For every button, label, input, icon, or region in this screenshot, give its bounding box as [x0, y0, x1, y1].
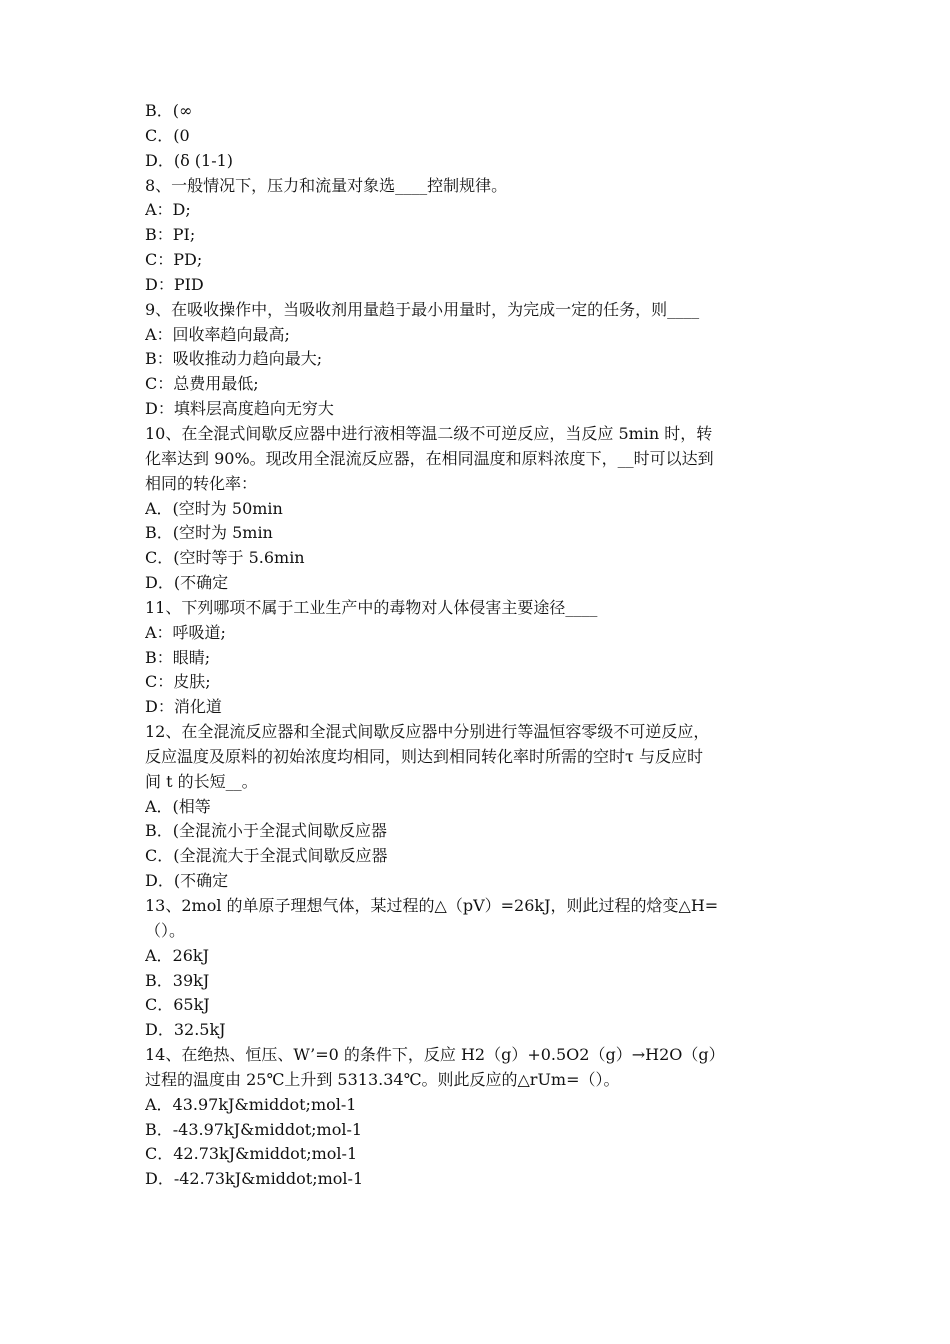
text-line: B．39kJ — [145, 970, 210, 990]
text-line: 化率达到 90%。现改用全混流反应器，在相同温度和原料浓度下，__时可以达到 — [145, 448, 714, 468]
text-line: A：呼吸道; — [145, 622, 226, 642]
question-text: 12、在全混流反应器和全混式间歇反应器中分别进行等温恒容零级不可逆反应， — [145, 722, 710, 742]
text-line: C．(全混流大于全混式间歇反应器 — [145, 846, 388, 866]
text-line: 过程的温度由 25℃上升到 5313.34℃。则此反应的△rUm=（）。 — [145, 1069, 620, 1089]
text-line: C．65kJ — [145, 995, 210, 1015]
text-line: （）。 — [145, 920, 186, 940]
text-line: D．(δ (1-1) — [145, 150, 234, 170]
text-line: A．26kJ — [145, 945, 210, 965]
text-line: C：皮肤; — [145, 672, 211, 692]
question-text: 13、2mol 的单原子理想气体，某过程的△（pV）=26kJ，则此过程的焓变△H= — [145, 896, 719, 915]
question-text: 8、一般情况下，压力和流量对象选____控制规律。 — [145, 175, 508, 195]
text-line: A．(相等 — [145, 796, 211, 816]
text-line: C．(0 — [145, 125, 190, 145]
text-line: D．(不确定 — [145, 871, 229, 891]
text-line: A．43.97kJ&middot;mol-1 — [145, 1094, 357, 1114]
text-line: D：PID — [145, 274, 204, 294]
text-line: C．(空时等于 5.6min — [145, 548, 305, 568]
text-line: 反应温度及原料的初始浓度均相同，则达到相同转化率时所需的空时τ 与反应时 — [145, 746, 703, 766]
text-line: B．-43.97kJ&middot;mol-1 — [145, 1119, 363, 1139]
text-line: B：吸收推动力趋向最大; — [145, 349, 323, 369]
text-line: 相同的转化率： — [145, 473, 258, 493]
text-line: B．(全混流小于全混式间歇反应器 — [145, 821, 388, 841]
text-line: D．(不确定 — [145, 573, 229, 593]
document-page — [145, 99, 810, 1192]
text-line: C．42.73kJ&middot;mol-1 — [145, 1144, 358, 1164]
text-line: D：填料层高度趋向无穷大 — [145, 399, 334, 419]
text-line: C：总费用最低; — [145, 374, 259, 394]
text-line: D：消化道 — [145, 697, 222, 717]
question-text: 10、在全混式间歇反应器中进行液相等温二级不可逆反应，当反应 5min 时，转 — [145, 423, 713, 443]
text-line: B．(空时为 5min — [145, 523, 273, 543]
text-line: D．-42.73kJ&middot;mol-1 — [145, 1169, 364, 1189]
text-line: 间 t 的长短__。 — [145, 771, 258, 791]
text-line: B：PI; — [145, 225, 196, 245]
text-line: B：眼睛; — [145, 647, 211, 667]
text-line: A：回收率趋向最高; — [145, 324, 290, 344]
question-text: 11、下列哪项不属于工业生产中的毒物对人体侵害主要途径____ — [145, 597, 598, 617]
question-text: 14、在绝热、恒压、W’=0 的条件下，反应 H2（g）+0.5O2（g）→H2O（g） — [145, 1045, 725, 1065]
text-line: B．(∞ — [145, 101, 193, 120]
text-line: D．32.5kJ — [145, 1020, 226, 1040]
text-line: C：PD; — [145, 250, 203, 270]
question-text: 9、在吸收操作中，当吸收剂用量趋于最小用量时，为完成一定的任务，则____ — [145, 299, 700, 319]
text-line: A：D; — [145, 200, 191, 220]
text-line: A．(空时为 50min — [145, 498, 283, 518]
